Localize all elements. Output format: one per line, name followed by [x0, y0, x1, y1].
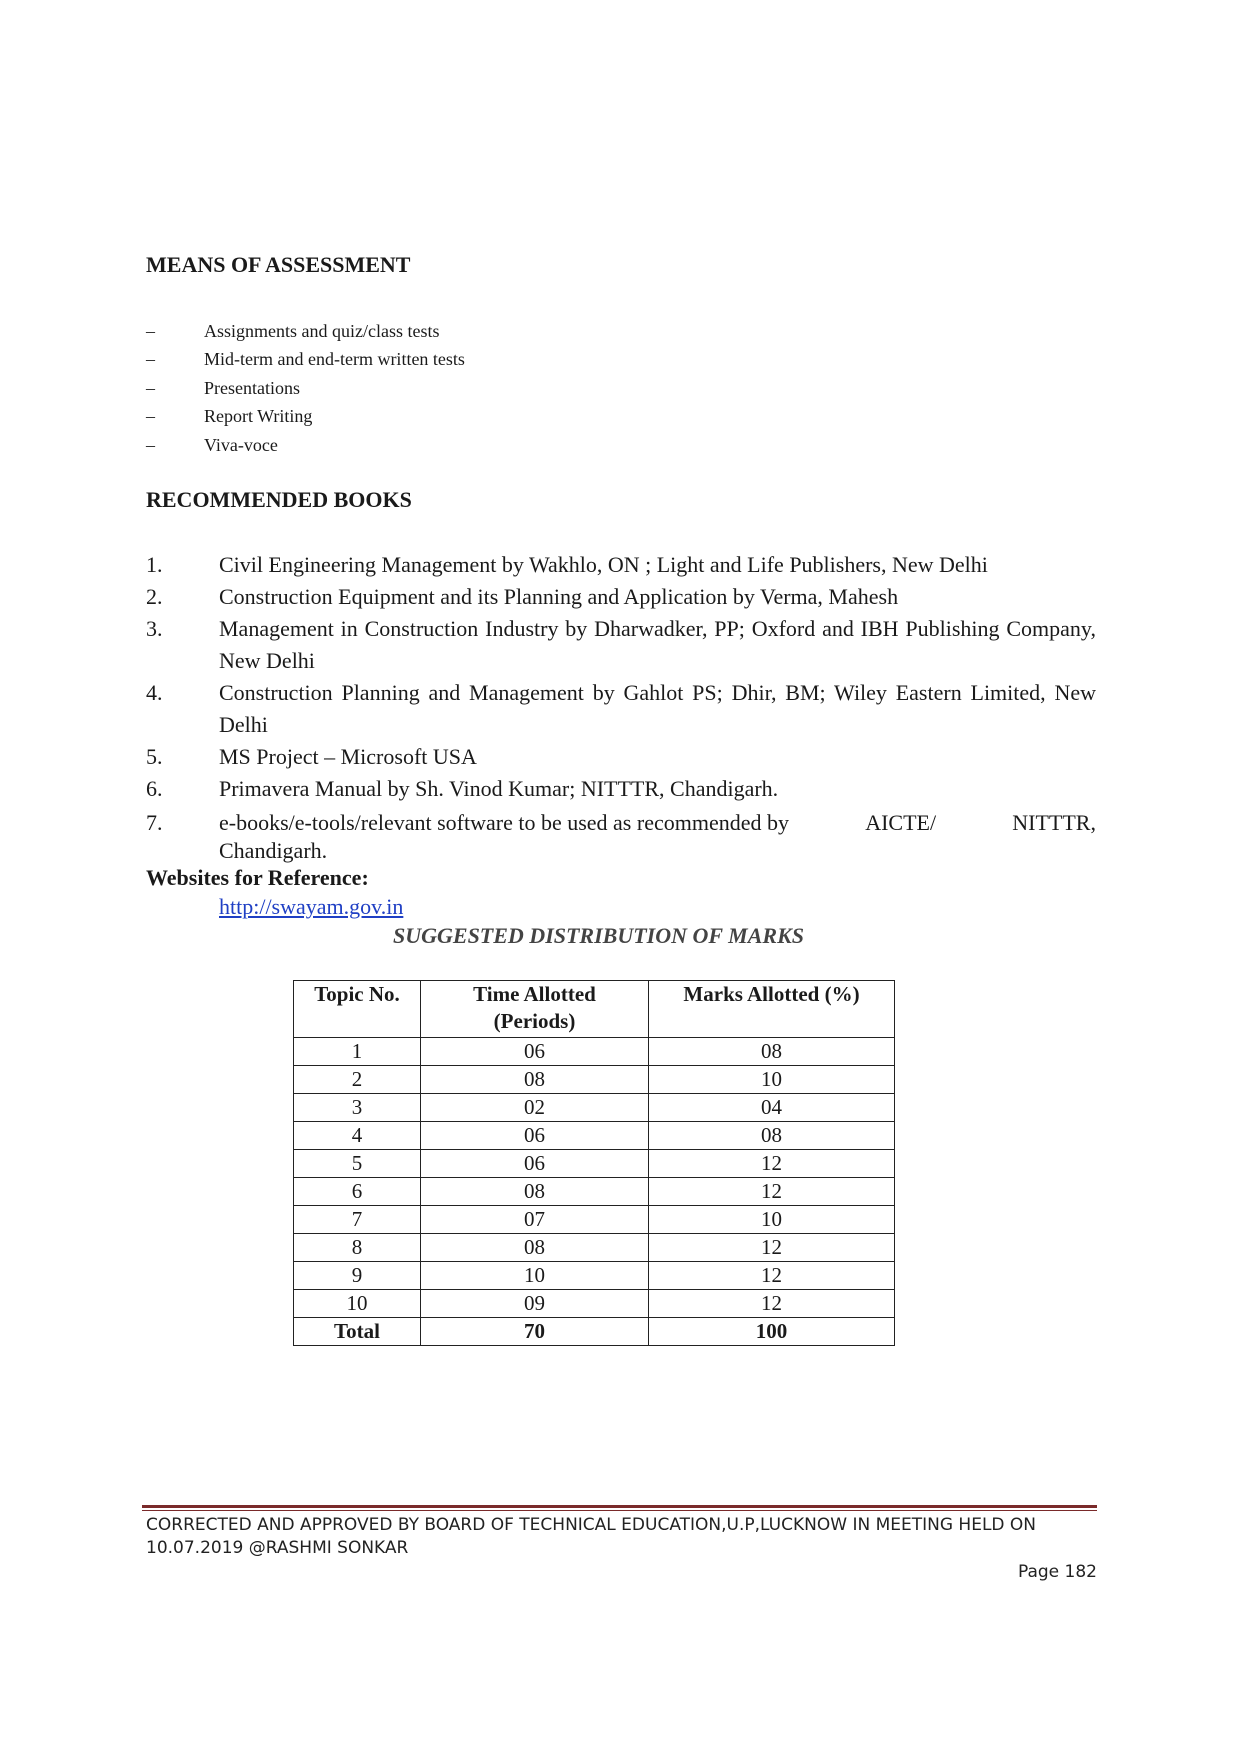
recommended-books-heading: RECOMMENDED BOOKS — [146, 487, 412, 512]
table-row — [294, 1290, 895, 1318]
footer-divider-thin — [142, 1510, 1097, 1511]
time-cell: 08 — [421, 1178, 649, 1206]
marks-cell: 12 — [649, 1290, 895, 1318]
book-number: 4. — [146, 680, 163, 705]
book-text-part: Chandigarh. — [219, 838, 328, 863]
table-row — [294, 1262, 895, 1290]
book-number: 5. — [146, 744, 163, 769]
table-row — [294, 1038, 895, 1066]
footer-text — [146, 1514, 1036, 1560]
topic-cell: 4 — [294, 1122, 421, 1150]
list-item — [146, 317, 465, 346]
topic-cell: 5 — [294, 1150, 421, 1178]
list-item — [146, 613, 1096, 677]
footer-line-1: CORRECTED AND APPROVED BY BOARD OF TECHNICAL EDUCATION,U.P,LUCKNOW IN MEETING HELD ON — [146, 1515, 1037, 1535]
books-list — [146, 549, 1096, 865]
topic-cell: 3 — [294, 1094, 421, 1122]
table-row — [294, 1122, 895, 1150]
topic-cell: 7 — [294, 1206, 421, 1234]
marks-cell: 08 — [649, 1122, 895, 1150]
book-number: 3. — [146, 616, 163, 641]
footer-line-2: 10.07.2019 @RASHMI SONKAR — [146, 1538, 409, 1558]
websites-heading: Websites for Reference: — [146, 865, 369, 890]
time-cell: 06 — [421, 1150, 649, 1178]
total-label: Total — [294, 1318, 421, 1346]
book-text-part: e-books/e-tools/relevant software to be used as recommended by — [219, 810, 789, 835]
marks-table — [293, 980, 895, 1346]
table-row — [294, 1234, 895, 1262]
assessment-list — [146, 317, 465, 460]
list-item — [146, 374, 465, 403]
table-row — [294, 1206, 895, 1234]
swayam-link[interactable]: http://swayam.gov.in — [219, 894, 404, 919]
table-row — [294, 1066, 895, 1094]
topic-cell: 10 — [294, 1290, 421, 1318]
marks-cell: 12 — [649, 1262, 895, 1290]
total-time: 70 — [421, 1318, 649, 1346]
page-number: Page 182 — [1017, 1562, 1097, 1582]
book-text: Construction Equipment and its Planning and Application by Verma, Mahesh — [219, 584, 899, 609]
list-item — [146, 581, 1096, 613]
distribution-title: SUGGESTED DISTRIBUTION OF MARKS — [393, 923, 804, 948]
list-item — [146, 677, 1096, 741]
total-marks: 100 — [649, 1318, 895, 1346]
list-item — [146, 431, 465, 460]
assessment-item-text: Assignments and quiz/class tests — [204, 320, 440, 341]
time-cell: 07 — [421, 1206, 649, 1234]
topic-cell: 8 — [294, 1234, 421, 1262]
marks-cell: 12 — [649, 1234, 895, 1262]
book-text — [219, 809, 1096, 865]
dash-bullet: – — [146, 349, 155, 370]
list-item — [146, 403, 465, 432]
marks-cell: 04 — [649, 1094, 895, 1122]
book-number: 1. — [146, 552, 163, 577]
time-cell: 08 — [421, 1066, 649, 1094]
table-row — [294, 1150, 895, 1178]
time-cell: 10 — [421, 1262, 649, 1290]
footer-divider — [142, 1505, 1097, 1508]
time-cell: 02 — [421, 1094, 649, 1122]
list-item — [146, 549, 1096, 581]
assessment-item-text: Presentations — [204, 377, 300, 398]
marks-cell: 08 — [649, 1038, 895, 1066]
time-cell: 08 — [421, 1234, 649, 1262]
assessment-item-text: Mid-term and end-term written tests — [204, 349, 465, 370]
book-text: Civil Engineering Management by Wakhlo, ON ; Light and Life Publishers, New Delhi — [219, 552, 988, 577]
table-row — [294, 1178, 895, 1206]
table-row — [294, 1094, 895, 1122]
book-number: 7. — [146, 810, 163, 835]
list-item — [146, 741, 1096, 773]
book-text-part: NITTTR, — [1012, 810, 1096, 835]
topic-cell: 9 — [294, 1262, 421, 1290]
book-text: Management in Construction Industry by Dharwadker, PP; Oxford and IBH Publishing Company, New Delhi — [219, 616, 1096, 673]
dash-bullet: – — [146, 320, 155, 341]
book-text: MS Project – Microsoft USA — [219, 744, 477, 769]
marks-cell: 10 — [649, 1066, 895, 1094]
book-number: 2. — [146, 584, 163, 609]
list-item — [146, 346, 465, 375]
header-marks-allotted: Marks Allotted (%) — [649, 981, 895, 1038]
book-number: 6. — [146, 776, 163, 801]
marks-cell: 12 — [649, 1178, 895, 1206]
book-text: Construction Planning and Management by Gahlot PS; Dhir, BM; Wiley Eastern Limited, New Delhi — [219, 680, 1096, 737]
marks-cell: 10 — [649, 1206, 895, 1234]
table-header-row — [294, 981, 895, 1038]
dash-bullet: – — [146, 406, 155, 427]
table-total-row — [294, 1318, 895, 1346]
book-text-line — [219, 809, 1096, 837]
topic-cell: 6 — [294, 1178, 421, 1206]
header-time-allotted — [421, 981, 649, 1038]
list-item — [146, 809, 1096, 865]
book-text-part: AICTE/ — [865, 810, 937, 835]
means-of-assessment-heading: MEANS OF ASSESSMENT — [146, 252, 411, 277]
book-text: Primavera Manual by Sh. Vinod Kumar; NITTTR, Chandigarh. — [219, 776, 779, 801]
dash-bullet: – — [146, 434, 155, 455]
marks-cell: 12 — [649, 1150, 895, 1178]
header-topic-no: Topic No. — [294, 981, 421, 1038]
header-time-line2: (Periods) — [493, 1009, 576, 1033]
assessment-item-text: Report Writing — [204, 406, 313, 427]
time-cell: 06 — [421, 1038, 649, 1066]
assessment-item-text: Viva-voce — [204, 434, 278, 455]
header-time-line1: Time Allotted — [473, 982, 596, 1006]
time-cell: 09 — [421, 1290, 649, 1318]
time-cell: 06 — [421, 1122, 649, 1150]
dash-bullet: – — [146, 377, 155, 398]
list-item — [146, 773, 1096, 805]
topic-cell: 1 — [294, 1038, 421, 1066]
topic-cell: 2 — [294, 1066, 421, 1094]
